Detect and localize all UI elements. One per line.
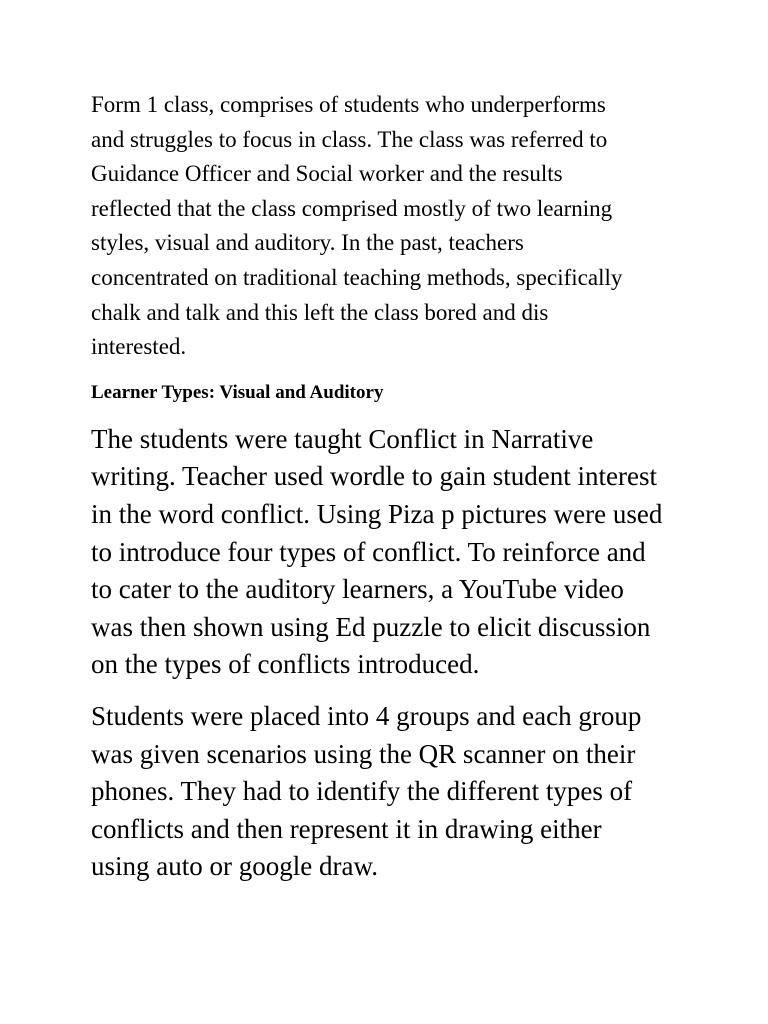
intro-paragraph (91, 88, 691, 365)
text-line: using auto or google draw. (91, 851, 378, 882)
text-line: Students were placed into 4 groups and each group (91, 700, 642, 731)
text-line: concentrated on traditional teaching methods, specifically (91, 264, 623, 290)
text-line: was then shown using Ed puzzle to elicit discussion (91, 611, 651, 642)
section-heading: Learner Types: Visual and Auditory (91, 381, 384, 403)
text-line: writing. Teacher used wordle to gain student interest (91, 461, 657, 492)
text-line: and struggles to focus in class. The class was referred to (91, 126, 608, 152)
activity-paragraph (91, 698, 691, 886)
text-line: phones. They had to identify the different types of (91, 776, 633, 807)
text-line: conflicts and then represent it in drawing either (91, 813, 602, 844)
text-line: in the word conflict. Using Piza p pictures were used (91, 498, 663, 529)
text-line: styles, visual and auditory. In the past, teachers (91, 230, 524, 256)
text-line: on the types of conflicts introduced. (91, 649, 480, 680)
text-line: Form 1 class, comprises of students who underperforms (91, 92, 606, 117)
text-line: to introduce four types of conflict. To reinforce and (91, 536, 646, 567)
text-line: was given scenarios using the QR scanner on their (91, 738, 636, 769)
text-line: to cater to the auditory learners, a YouTube video (91, 574, 624, 605)
text-line: chalk and talk and this left the class bored and dis (91, 299, 549, 325)
text-line: Guidance Officer and Social worker and the results (91, 161, 563, 187)
text-line: interested. (91, 334, 187, 360)
text-line: reflected that the class comprised mostly of two learning (91, 195, 613, 221)
text-line: The students were taught Conflict in Narrative (91, 423, 594, 454)
document-page (91, 88, 691, 886)
lesson-paragraph (91, 421, 691, 684)
